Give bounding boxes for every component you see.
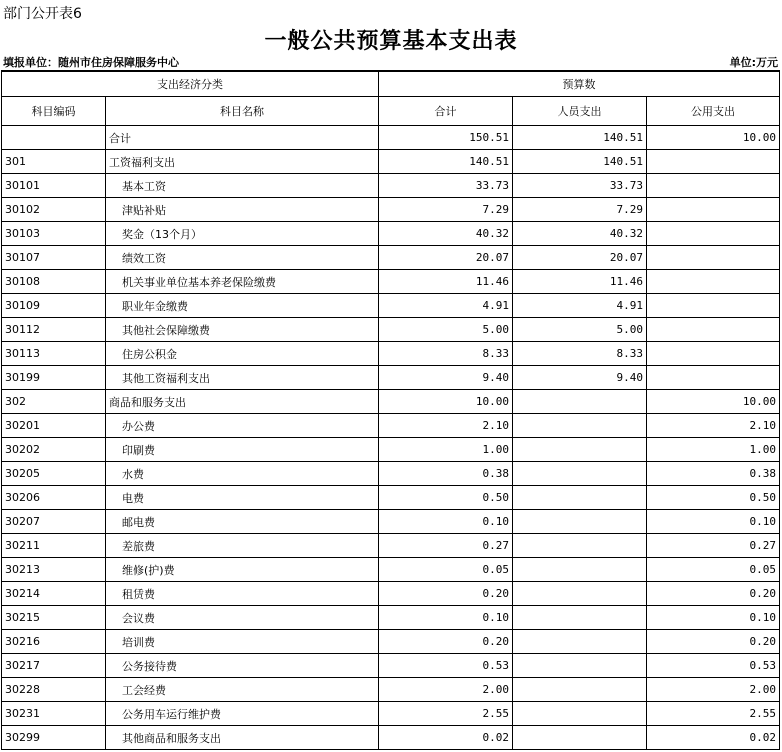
cell-name: 培训费 bbox=[106, 630, 379, 654]
cell-public: 0.38 bbox=[647, 462, 780, 486]
cell-public: 0.02 bbox=[647, 726, 780, 750]
document-label: 部门公开表6 bbox=[3, 6, 82, 22]
table-row bbox=[2, 270, 780, 294]
cell-total: 0.10 bbox=[379, 510, 513, 534]
cell-total: 0.02 bbox=[379, 726, 513, 750]
cell-total: 2.10 bbox=[379, 414, 513, 438]
cell-personnel bbox=[513, 414, 647, 438]
cell-name: 商品和服务支出 bbox=[106, 390, 379, 414]
table-row bbox=[2, 294, 780, 318]
table-row bbox=[2, 726, 780, 750]
cell-public: 2.55 bbox=[647, 702, 780, 726]
table-row bbox=[2, 678, 780, 702]
cell-personnel: 5.00 bbox=[513, 318, 647, 342]
cell-public: 2.10 bbox=[647, 414, 780, 438]
cell-personnel: 9.40 bbox=[513, 366, 647, 390]
cell-personnel bbox=[513, 606, 647, 630]
cell-total: 10.00 bbox=[379, 390, 513, 414]
table-row bbox=[2, 246, 780, 270]
cell-total: 11.46 bbox=[379, 270, 513, 294]
cell-public bbox=[647, 150, 780, 174]
cell-name: 津贴补贴 bbox=[106, 198, 379, 222]
cell-code: 30199 bbox=[2, 366, 106, 390]
cell-total: 9.40 bbox=[379, 366, 513, 390]
table-row bbox=[2, 630, 780, 654]
cell-public bbox=[647, 246, 780, 270]
cell-personnel: 40.32 bbox=[513, 222, 647, 246]
cell-code: 30101 bbox=[2, 174, 106, 198]
cell-code: 301 bbox=[2, 150, 106, 174]
cell-personnel bbox=[513, 678, 647, 702]
cell-code: 30231 bbox=[2, 702, 106, 726]
cell-public: 0.50 bbox=[647, 486, 780, 510]
cell-personnel: 140.51 bbox=[513, 126, 647, 150]
cell-total: 7.29 bbox=[379, 198, 513, 222]
cell-total: 8.33 bbox=[379, 342, 513, 366]
cell-public bbox=[647, 198, 780, 222]
cell-name: 奖金（13个月） bbox=[106, 222, 379, 246]
cell-public: 0.53 bbox=[647, 654, 780, 678]
cell-total: 0.20 bbox=[379, 582, 513, 606]
header-personnel: 人员支出 bbox=[513, 97, 647, 126]
cell-name: 公务接待费 bbox=[106, 654, 379, 678]
cell-personnel: 140.51 bbox=[513, 150, 647, 174]
cell-code: 30207 bbox=[2, 510, 106, 534]
cell-code: 30112 bbox=[2, 318, 106, 342]
cell-public: 1.00 bbox=[647, 438, 780, 462]
cell-code: 30211 bbox=[2, 534, 106, 558]
cell-code: 30214 bbox=[2, 582, 106, 606]
cell-name: 维修(护)费 bbox=[106, 558, 379, 582]
cell-public bbox=[647, 342, 780, 366]
header-group-budget: 预算数 bbox=[379, 71, 780, 97]
unit-label: 单位:万元 bbox=[729, 56, 778, 69]
cell-public: 10.00 bbox=[647, 126, 780, 150]
table-row bbox=[2, 510, 780, 534]
cell-name: 其他商品和服务支出 bbox=[106, 726, 379, 750]
header-code: 科目编码 bbox=[2, 97, 106, 126]
cell-total: 40.32 bbox=[379, 222, 513, 246]
cell-total: 0.20 bbox=[379, 630, 513, 654]
table-row bbox=[2, 174, 780, 198]
cell-public: 0.10 bbox=[647, 510, 780, 534]
table-row bbox=[2, 534, 780, 558]
cell-personnel bbox=[513, 654, 647, 678]
cell-public bbox=[647, 174, 780, 198]
header-group-economic-classification: 支出经济分类 bbox=[2, 71, 379, 97]
cell-code: 30103 bbox=[2, 222, 106, 246]
table-row bbox=[2, 486, 780, 510]
cell-name: 会议费 bbox=[106, 606, 379, 630]
cell-code: 30102 bbox=[2, 198, 106, 222]
table-row bbox=[2, 558, 780, 582]
table-row bbox=[2, 342, 780, 366]
cell-personnel bbox=[513, 462, 647, 486]
cell-personnel bbox=[513, 486, 647, 510]
cell-total: 2.00 bbox=[379, 678, 513, 702]
cell-personnel bbox=[513, 630, 647, 654]
cell-total: 150.51 bbox=[379, 126, 513, 150]
table-row bbox=[2, 606, 780, 630]
cell-code: 30113 bbox=[2, 342, 106, 366]
cell-total: 0.53 bbox=[379, 654, 513, 678]
header-name: 科目名称 bbox=[106, 97, 379, 126]
cell-name: 差旅费 bbox=[106, 534, 379, 558]
cell-name: 工会经费 bbox=[106, 678, 379, 702]
cell-code: 30217 bbox=[2, 654, 106, 678]
table-row bbox=[2, 414, 780, 438]
cell-personnel: 7.29 bbox=[513, 198, 647, 222]
cell-name: 机关事业单位基本养老保险缴费 bbox=[106, 270, 379, 294]
cell-name: 绩效工资 bbox=[106, 246, 379, 270]
cell-total: 1.00 bbox=[379, 438, 513, 462]
cell-code: 302 bbox=[2, 390, 106, 414]
cell-total: 2.55 bbox=[379, 702, 513, 726]
table-row bbox=[2, 462, 780, 486]
cell-code: 30216 bbox=[2, 630, 106, 654]
table-row bbox=[2, 366, 780, 390]
cell-code: 30202 bbox=[2, 438, 106, 462]
cell-name: 合计 bbox=[106, 126, 379, 150]
cell-name: 其他工资福利支出 bbox=[106, 366, 379, 390]
cell-public bbox=[647, 318, 780, 342]
cell-code: 30213 bbox=[2, 558, 106, 582]
cell-personnel bbox=[513, 582, 647, 606]
cell-code: 30299 bbox=[2, 726, 106, 750]
cell-name: 基本工资 bbox=[106, 174, 379, 198]
cell-code: 30201 bbox=[2, 414, 106, 438]
table-row bbox=[2, 222, 780, 246]
table-row bbox=[2, 582, 780, 606]
cell-total: 5.00 bbox=[379, 318, 513, 342]
cell-name: 电费 bbox=[106, 486, 379, 510]
cell-personnel bbox=[513, 510, 647, 534]
table-row bbox=[2, 318, 780, 342]
cell-public: 0.20 bbox=[647, 582, 780, 606]
cell-name: 其他社会保障缴费 bbox=[106, 318, 379, 342]
cell-code: 30228 bbox=[2, 678, 106, 702]
table-row bbox=[2, 390, 780, 414]
cell-name: 公务用车运行维护费 bbox=[106, 702, 379, 726]
cell-public: 0.27 bbox=[647, 534, 780, 558]
cell-total: 0.50 bbox=[379, 486, 513, 510]
table-row bbox=[2, 198, 780, 222]
cell-personnel: 4.91 bbox=[513, 294, 647, 318]
page-title: 一般公共预算基本支出表 bbox=[264, 29, 518, 54]
cell-public: 0.20 bbox=[647, 630, 780, 654]
cell-personnel: 8.33 bbox=[513, 342, 647, 366]
cell-name: 租赁费 bbox=[106, 582, 379, 606]
cell-code: 30215 bbox=[2, 606, 106, 630]
cell-code: 30109 bbox=[2, 294, 106, 318]
cell-code: 30108 bbox=[2, 270, 106, 294]
cell-name: 印刷费 bbox=[106, 438, 379, 462]
filing-unit: 填报单位：随州市住房保障服务中心 bbox=[3, 56, 179, 69]
cell-personnel bbox=[513, 390, 647, 414]
table-row bbox=[2, 654, 780, 678]
cell-total: 0.05 bbox=[379, 558, 513, 582]
table-row bbox=[2, 150, 780, 174]
cell-name: 工资福利支出 bbox=[106, 150, 379, 174]
cell-public: 10.00 bbox=[647, 390, 780, 414]
header-total: 合计 bbox=[379, 97, 513, 126]
cell-personnel bbox=[513, 558, 647, 582]
cell-personnel: 11.46 bbox=[513, 270, 647, 294]
cell-public bbox=[647, 366, 780, 390]
cell-code bbox=[2, 126, 106, 150]
cell-total: 0.10 bbox=[379, 606, 513, 630]
cell-total: 20.07 bbox=[379, 246, 513, 270]
cell-public bbox=[647, 222, 780, 246]
cell-personnel: 20.07 bbox=[513, 246, 647, 270]
table-body bbox=[2, 126, 780, 750]
cell-total: 140.51 bbox=[379, 150, 513, 174]
cell-code: 30205 bbox=[2, 462, 106, 486]
cell-total: 4.91 bbox=[379, 294, 513, 318]
cell-name: 住房公积金 bbox=[106, 342, 379, 366]
cell-total: 0.27 bbox=[379, 534, 513, 558]
cell-public bbox=[647, 270, 780, 294]
cell-name: 办公费 bbox=[106, 414, 379, 438]
cell-public: 0.05 bbox=[647, 558, 780, 582]
cell-personnel bbox=[513, 438, 647, 462]
cell-code: 30206 bbox=[2, 486, 106, 510]
cell-name: 水费 bbox=[106, 462, 379, 486]
cell-public: 0.10 bbox=[647, 606, 780, 630]
cell-total: 33.73 bbox=[379, 174, 513, 198]
cell-name: 邮电费 bbox=[106, 510, 379, 534]
table-row bbox=[2, 126, 780, 150]
cell-personnel bbox=[513, 726, 647, 750]
cell-public: 2.00 bbox=[647, 678, 780, 702]
cell-total: 0.38 bbox=[379, 462, 513, 486]
cell-personnel bbox=[513, 534, 647, 558]
cell-public bbox=[647, 294, 780, 318]
header-public: 公用支出 bbox=[647, 97, 780, 126]
cell-personnel: 33.73 bbox=[513, 174, 647, 198]
table-row bbox=[2, 438, 780, 462]
cell-code: 30107 bbox=[2, 246, 106, 270]
budget-table bbox=[1, 70, 780, 750]
table-row bbox=[2, 702, 780, 726]
cell-name: 职业年金缴费 bbox=[106, 294, 379, 318]
cell-personnel bbox=[513, 702, 647, 726]
